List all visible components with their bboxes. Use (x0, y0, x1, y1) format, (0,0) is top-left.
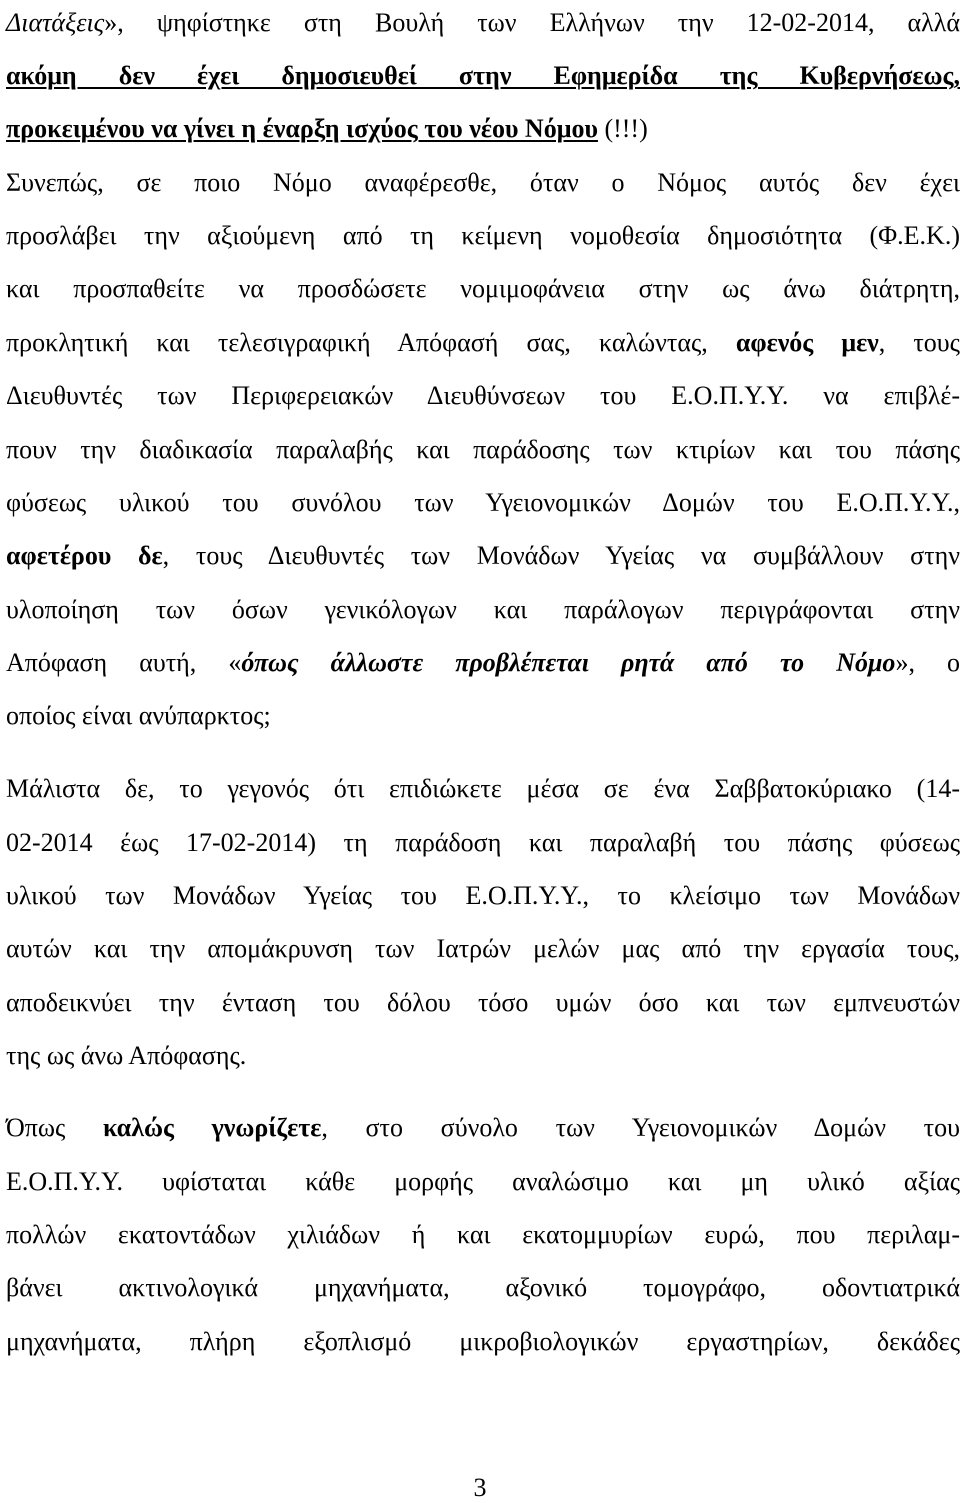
text-segment: , στο σύνολο των Υγειονομικών Δομών του (321, 1113, 960, 1142)
text-segment: και προσπαθείτε να προσδώσετε νομιμοφάνεια στην ως άνω διάτρητη, (6, 274, 960, 303)
text-segment: Συνεπώς, σε ποιο Νόμο αναφέρεσθε, όταν ο Νόμος αυτός δεν έχει (6, 168, 960, 197)
text-segment: », ο (895, 648, 960, 677)
text-line (6, 274, 960, 304)
text-segment: αφενός μεν (735, 328, 879, 357)
text-line (6, 774, 960, 804)
text-line (6, 435, 960, 465)
text-line (6, 595, 960, 625)
text-line (6, 1273, 960, 1303)
text-line (6, 221, 960, 251)
text-segment: ακόμη δεν έχει δημοσιευθεί στην Εφημερίδα της Κυβερνήσεως, (6, 61, 960, 90)
text-segment: αποδεικνύει την ένταση του δόλου τόσο υμών όσο και των εμπνευστών (6, 988, 960, 1017)
text-segment: βάνει ακτινολογικά μηχανήματα, αξονικό τομογράφο, οδοντιατρικά (6, 1273, 960, 1302)
text-line (6, 1327, 960, 1357)
text-line (6, 61, 960, 91)
text-line (6, 541, 960, 571)
text-line (6, 881, 960, 911)
text-segment: Διευθυντές των Περιφερειακών Διευθύνσεων του Ε.Ο.Π.Υ.Υ. να επιβλέ- (6, 381, 960, 410)
text-line (6, 988, 960, 1018)
text-segment: φύσεως υλικού του συνόλου των Υγειονομικών Δομών του Ε.Ο.Π.Υ.Υ., (6, 488, 960, 517)
text-segment: Ε.Ο.Π.Υ.Υ. υφίσταται κάθε μορφής αναλώσιμο και μη υλικό αξίας (6, 1167, 960, 1196)
text-line (6, 648, 960, 678)
text-segment: 02-2014 έως 17-02-2014) τη παράδοση και παραλαβή του πάσης φύσεως (6, 828, 960, 857)
text-segment: , τους (878, 328, 960, 357)
text-line (6, 1041, 960, 1071)
text-line (6, 1220, 960, 1250)
text-segment: προσλάβει την αξιούμενη από τη κείμενη νομοθεσία δημοσιότητα (Φ.Ε.Κ.) (6, 221, 960, 250)
text-segment: Όπως (6, 1113, 103, 1142)
text-segment: (!!!) (597, 114, 648, 143)
text-line (6, 381, 960, 411)
text-segment: », ψηφίστηκε στη Βουλή των Ελλήνων την 12-02-2014, αλλά (104, 8, 960, 37)
text-segment: πολλών εκατοντάδων χιλιάδων ή και εκατομμυρίων ευρώ, που περιλαμ- (6, 1220, 960, 1249)
text-segment: , τους Διευθυντές των Μονάδων Υγείας να συμβάλλουν στην (162, 541, 960, 570)
text-segment: της ως άνω Απόφασης. (6, 1041, 247, 1070)
text-line (6, 828, 960, 858)
text-line (6, 8, 960, 38)
text-line (6, 114, 960, 144)
text-segment: προκειμένου να γίνει η έναρξη ισχύος του νέου Νόμου (6, 114, 598, 143)
text-segment: Απόφαση αυτή, « (6, 648, 242, 677)
text-segment: προκλητική και τελεσιγραφική Απόφασή σας, καλώντας, (6, 328, 736, 357)
text-segment: όπως άλλωστε προβλέπεται ρητά από το Νόμο (241, 648, 896, 677)
text-segment: υλικού των Μονάδων Υγείας του Ε.Ο.Π.Υ.Υ., το κλείσιμο των Μονάδων (6, 881, 960, 910)
text-segment: πουν την διαδικασία παραλαβής και παράδοσης των κτιρίων και του πάσης (6, 435, 960, 464)
page-number: 3 (473, 1473, 487, 1502)
text-line (6, 1167, 960, 1197)
text-segment: Διατάξεις (6, 8, 105, 37)
text-line (6, 701, 960, 731)
text-segment: καλώς γνωρίζετε (103, 1113, 322, 1142)
text-segment: αφετέρου δε (6, 541, 163, 570)
text-line (6, 328, 960, 358)
text-line (6, 934, 960, 964)
text-segment: Μάλιστα δε, το γεγονός ότι επιδιώκετε μέσα σε ένα Σαββατοκύριακο (14- (6, 774, 960, 803)
text-segment: οποίος είναι ανύπαρκτος; (6, 701, 271, 730)
text-line (6, 168, 960, 198)
text-segment: μηχανήματα, πλήρη εξοπλισμό μικροβιολογικών εργαστηρίων, δεκάδες (6, 1327, 960, 1356)
text-line (6, 488, 960, 518)
text-segment: υλοποίηση των όσων γενικόλογων και παράλογων περιγράφονται στην (6, 595, 960, 624)
text-line (6, 1113, 960, 1143)
text-segment: αυτών και την απομάκρυνση των Ιατρών μελών μας από την εργασία τους, (6, 934, 960, 963)
